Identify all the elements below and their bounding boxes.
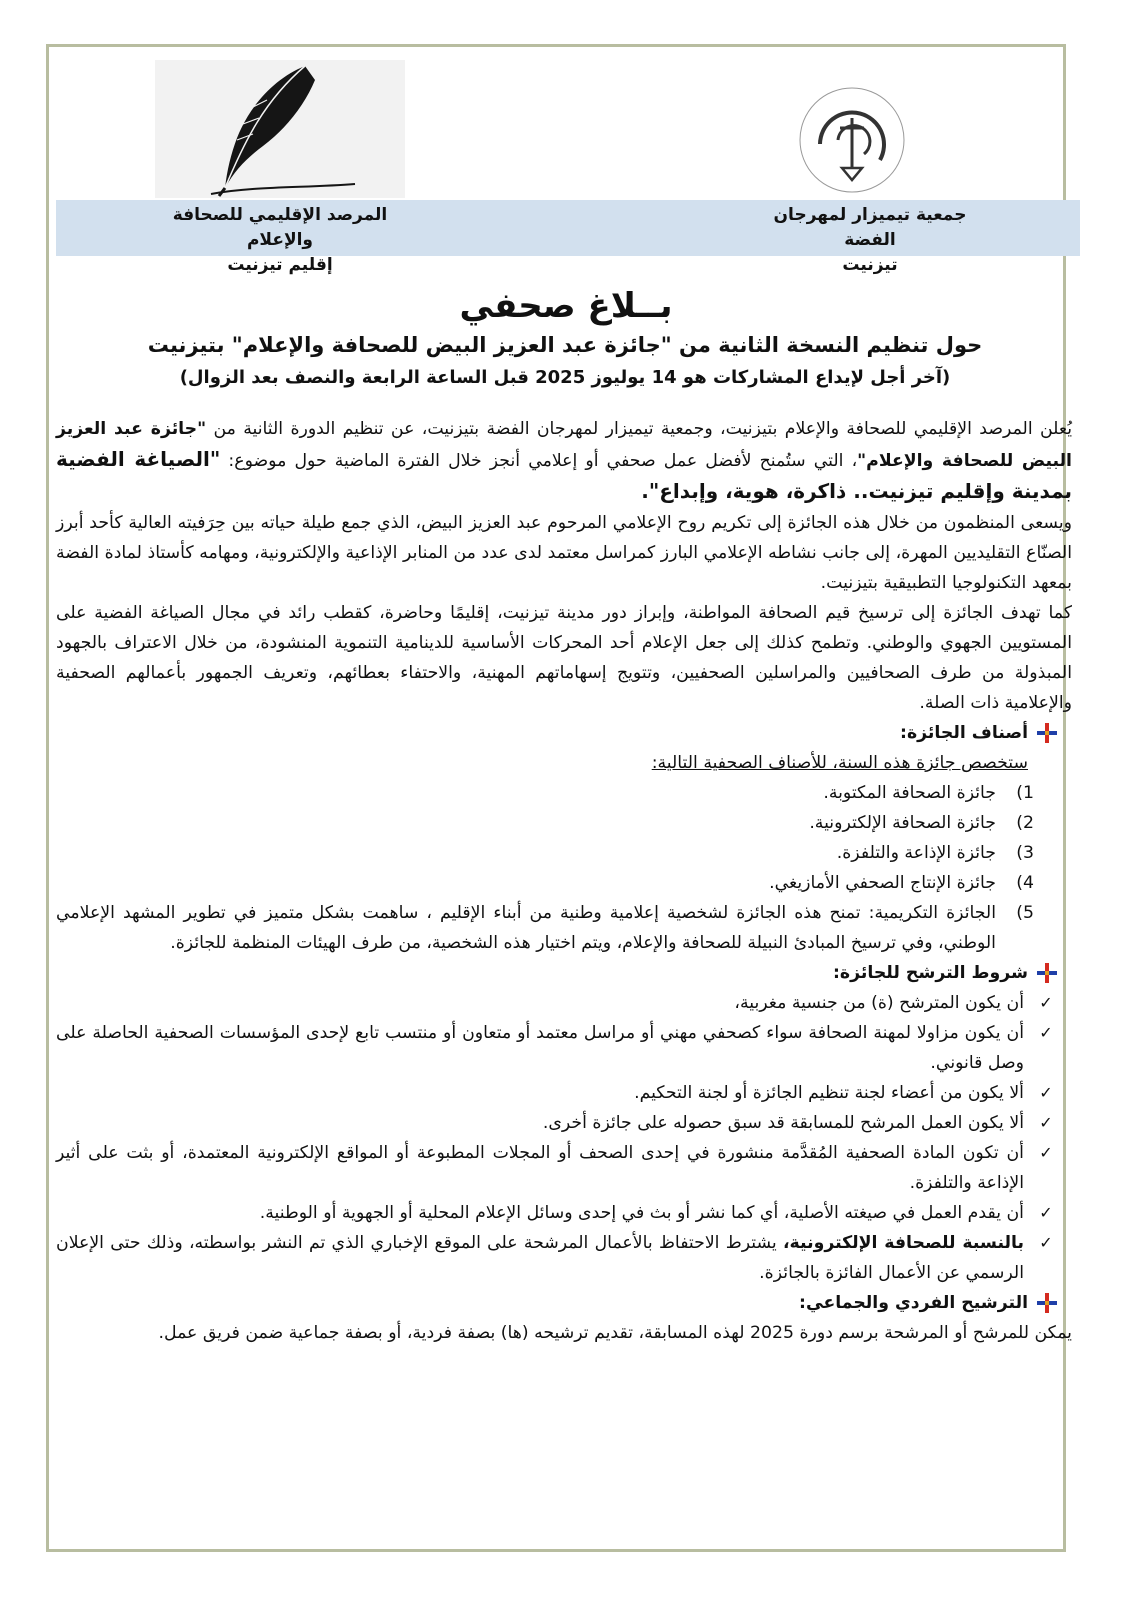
list-item: ✓ أن يكون مزاولا لمهنة الصحافة سواء كصحفي مهني أو مراسل معتمد أو متعاون أو منتسب تابع لإحدى المؤسسات الصحفية الحاصلة على وصل قانوني. <box>56 1018 1054 1078</box>
plus-bullet-icon <box>1036 1292 1058 1314</box>
check-icon: ✓ <box>1039 993 1053 1012</box>
conditions-heading: شروط الترشح للجائزة: <box>56 958 1072 988</box>
categories-intro: ستخصص جائزة هذه السنة، للأصناف الصحفية التالية: <box>651 753 1028 773</box>
quill-icon <box>155 60 405 198</box>
observatory-line1: المرصد الإقليمي للصحافة والإعلام <box>172 205 388 250</box>
check-icon: ✓ <box>1039 1143 1053 1162</box>
observatory-name <box>140 203 420 278</box>
list-item: 1) جائزة الصحافة المكتوبة. <box>823 783 1034 803</box>
paragraph-3: كما تهدف الجائزة إلى ترسيخ قيم الصحافة المواطنة، وإبراز دور مدينة تيزنيت، إقليمًا وحاضرة، كقطب رائد في مجال الصياغة الفضية على المستويين الجهوي والوطني. وتطمح كذلك إلى جعل الإعلام أحد المحركات الأساسية للدينامية التنموية المنشودة، من خلال الاعتراف بالجهود المبذولة من طرف الصحافيين والمراسلين الصحفيين، وتتويج إسهاماتهم المهنية، والاحتفاء بعطائهم، وتعريف الجمهور بأعمالهم الصحفية والإعلامية ذات الصلة. <box>56 603 1072 713</box>
award-theme: "الصياغة الفضية بمدينة وإقليم تيزنيت.. ذاكرة، هوية، وإبداع". <box>56 447 1072 503</box>
categories-heading: أصناف الجائزة: <box>56 718 1072 748</box>
award-name: "جائزة عبد العزيز البيض للصحافة والإعلام" <box>56 419 1072 471</box>
seal-icon <box>780 70 930 200</box>
deadline-note: (آخر أجل لإيداع المشاركات هو 14 يوليوز 2025 قبل الساعة الرابعة والنصف بعد الزوال) <box>179 367 951 388</box>
list-item: ✓ ألا يكون العمل المرشح للمسابقة قد سبق حصوله على جائزة أخرى. <box>56 1108 1054 1138</box>
association-line2: تيزنيت <box>842 255 898 275</box>
plus-bullet-icon <box>1036 962 1058 984</box>
list-item: ✓ ألا يكون من أعضاء لجنة تنظيم الجائزة أو لجنة التحكيم. <box>56 1078 1054 1108</box>
press-release-body <box>56 414 1072 1348</box>
list-item: ✓ بالنسبة للصحافة الإلكترونية، يشترط الاحتفاظ بالأعمال المرشحة على الموقع الإخباري الذي تم النشر بواسطته، وذلك حتى الإعلان الرسمي عن الأعمال الفائزة بالجائزة. <box>56 1228 1054 1288</box>
list-item: 4) جائزة الإنتاج الصحفي الأمازيغي. <box>769 873 1034 893</box>
check-icon: ✓ <box>1039 1083 1053 1102</box>
list-item: 2) جائزة الصحافة الإلكترونية. <box>809 813 1034 833</box>
paragraph-2: ويسعى المنظمون من خلال هذه الجائزة إلى تكريم روح الإعلامي المرحوم عبد العزيز البيض، الذي جمع طيلة حياته بين حِرَفيته العالية كأحد أبرز الصنّاع التقليديين المهرة، إلى جانب نشاطه الإعلامي البارز كمراسل معتمد لدى عدد من المنابر الإذاعية والإلكترونية، ومهامه كأستاذ لمادة الفضة بمعهد التكنولوجيا التطبيقية بتيزنيت. <box>56 513 1072 593</box>
list-item: ✓ أن يكون المترشح (ة) من جنسية مغربية، <box>56 988 1054 1018</box>
check-icon: ✓ <box>1039 1113 1053 1132</box>
check-icon: ✓ <box>1039 1023 1053 1042</box>
candidacy-paragraph: يمكن للمرشح أو المرشحة برسم دورة 2025 لهذه المسابقة، تقديم ترشيحه (ها) بصفة فردية، أو بصفة جماعية ضمن فريق عمل. <box>158 1323 1072 1343</box>
list-item: 3) جائزة الإذاعة والتلفزة. <box>836 843 1034 863</box>
list-item: ✓ أن يقدم العمل في صيغته الأصلية، أي كما نشر أو بث في إحدى وسائل الإعلام المحلية أو الجهوية أو الوطنية. <box>56 1198 1054 1228</box>
conditions-list <box>56 988 1072 1288</box>
candidacy-heading: الترشيح الفردي والجماعي: <box>56 1288 1072 1318</box>
document-subtitle: حول تنظيم النسخة الثانية من "جائزة عبد العزيز البيض للصحافة والإعلام" بتيزنيت <box>147 333 983 357</box>
intro-paragraph: يُعلن المرصد الإقليمي للصحافة والإعلام بتيزنيت، وجمعية تيميزار لمهرجان الفضة بتيزنيت، عن تنظيم الدورة الثانية من "جائزة عبد العزيز البيض للصحافة والإعلام"، التي ستُمنح لأفضل عمل صحفي أو إعلامي أنجز خلال الفترة الماضية حول موضوع: "الصياغة الفضية بمدينة وإقليم تيزنيت.. ذاكرة، هوية، وإبداع". <box>56 419 1072 503</box>
check-icon: ✓ <box>1039 1233 1053 1252</box>
association-line1: جمعية تيميزار لمهرجان الفضة <box>773 205 967 250</box>
list-item: 5) الجائزة التكريمية: تمنح هذه الجائزة لشخصية إعلامية وطنية من أبناء الإقليم ، ساهمت بشكل متميز في تطوير المشهد الإعلامي الوطني، وفي ترسيخ المبادئ النبيلة للصحافة والإعلام، ويتم اختيار هذه الشخصية، من طرف الهيئات المنظمة للجائزة. <box>56 903 1034 953</box>
association-logo <box>780 70 930 200</box>
list-item: ✓ أن تكون المادة الصحفية المُقدَّمة منشورة في إحدى الصحف أو المجلات المطبوعة أو المواقع الإلكترونية المعتمدة، أو بثت على أثير الإذاعة والتلفزة. <box>56 1138 1054 1198</box>
categories-list <box>56 778 1072 958</box>
check-icon: ✓ <box>1039 1203 1053 1222</box>
observatory-line2: إقليم تيزنيت <box>227 255 333 275</box>
quill-logo <box>155 60 405 198</box>
document-title: بــلاغ صحفي <box>459 286 673 326</box>
plus-bullet-icon <box>1036 722 1058 744</box>
association-name <box>750 203 990 278</box>
